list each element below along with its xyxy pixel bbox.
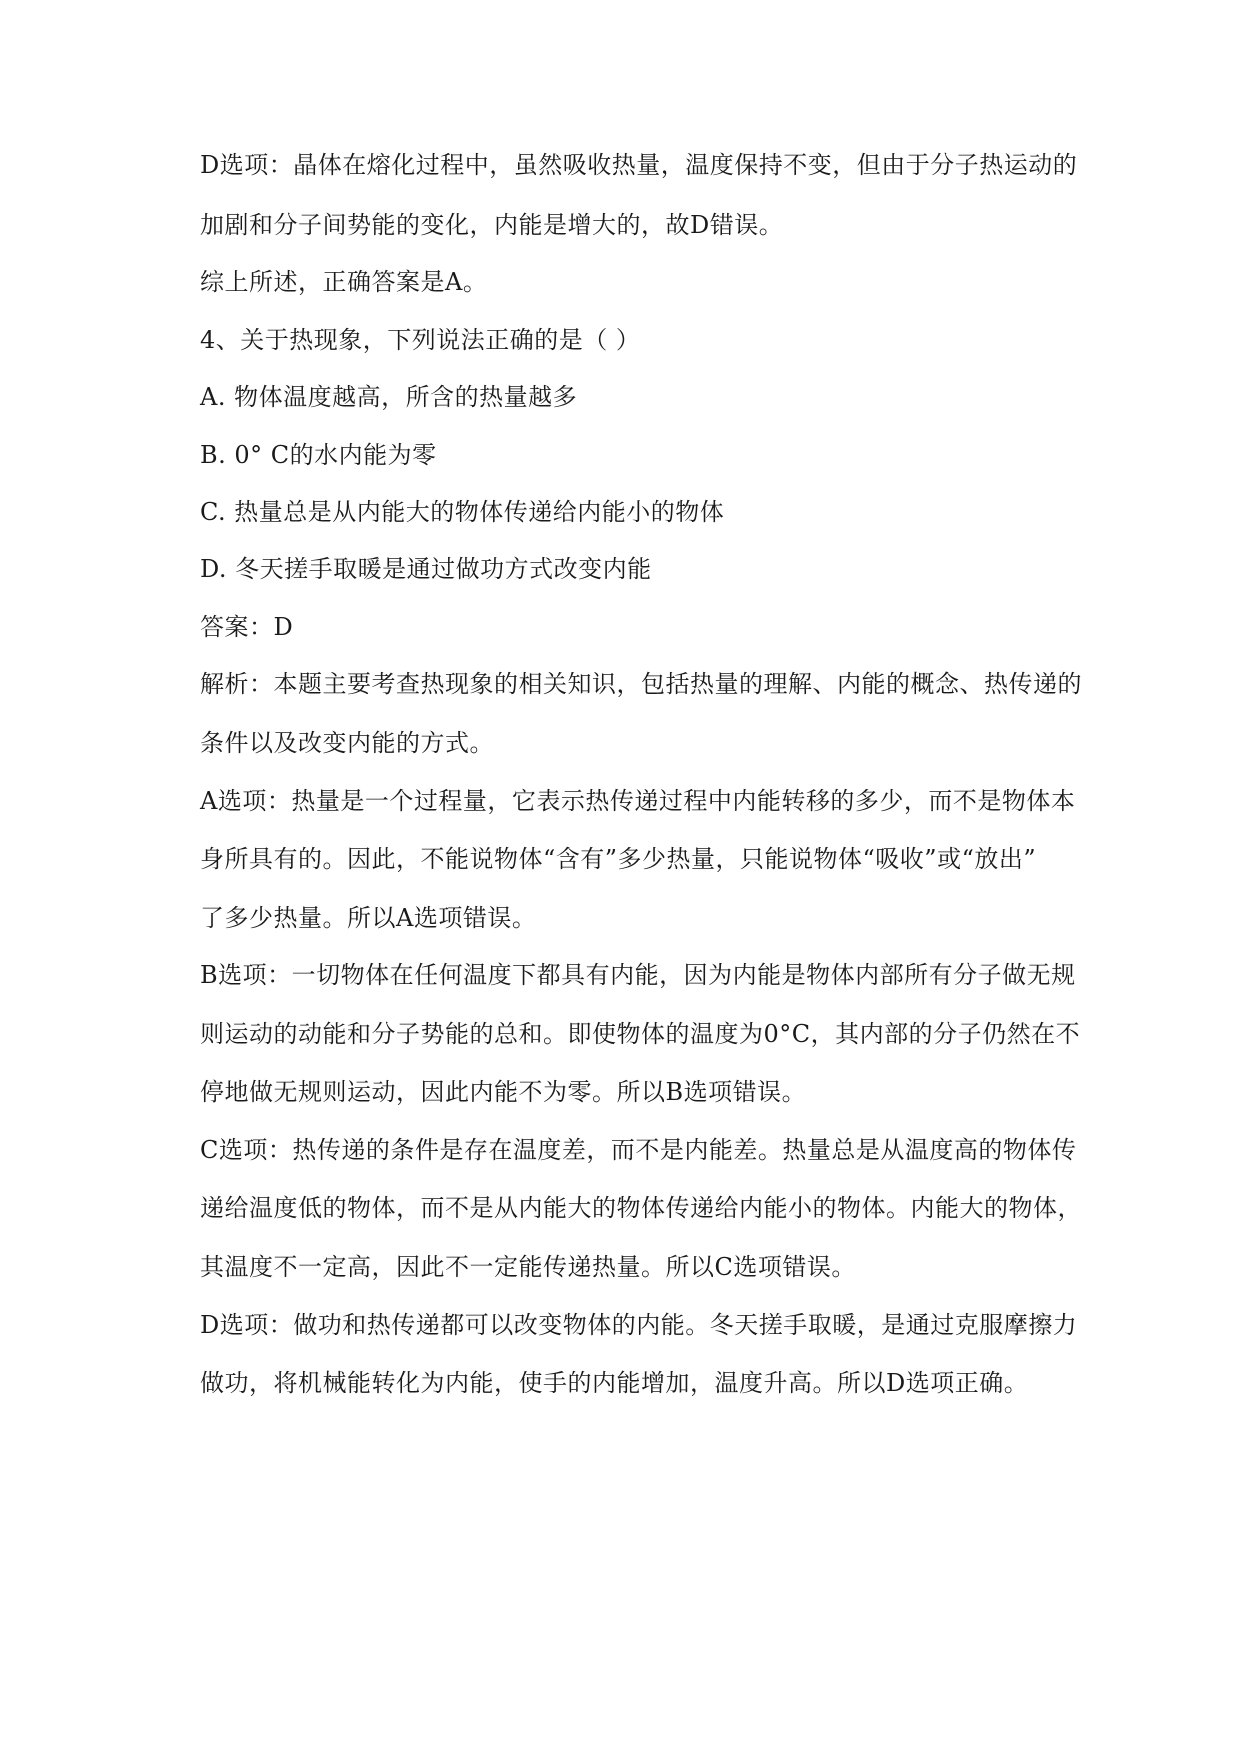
- text-line: 解析：本题主要考查热现象的相关知识，包括热量的理解、内能的概念、热传递的: [200, 670, 1082, 698]
- text-line: 加剧和分子间势能的变化，内能是增大的，故D错误。: [200, 211, 784, 239]
- text-line: 停地做无规则运动，因此内能不为零。所以B选项错误。: [200, 1078, 807, 1106]
- text-line: C选项：热传递的条件是存在温度差，而不是内能差。热量总是从温度高的物体传: [200, 1136, 1077, 1164]
- question-heading: 4、关于热现象，下列说法正确的是（ ）: [200, 326, 641, 354]
- text-line: 做功，将机械能转化为内能，使手的内能增加，温度升高。所以D选项正确。: [200, 1369, 1029, 1397]
- text-line: 其温度不一定高，因此不一定能传递热量。所以C选项错误。: [200, 1253, 856, 1281]
- text-line: A选项：热量是一个过程量，它表示热传递过程中内能转移的多少，而不是物体本: [200, 787, 1076, 815]
- text-line: D选项：晶体在熔化过程中，虽然吸收热量，温度保持不变，但由于分子热运动的: [200, 151, 1078, 179]
- text-line: B选项：一切物体在任何温度下都具有内能，因为内能是物体内部所有分子做无规: [200, 961, 1076, 989]
- option-b: B. 0° C的水内能为零: [200, 441, 437, 469]
- text-line: 综上所述，正确答案是A。: [200, 268, 488, 296]
- text-line: 条件以及改变内能的方式。: [200, 729, 494, 757]
- option-c: C. 热量总是从内能大的物体传递给内能小的物体: [200, 498, 725, 526]
- text-line: D选项：做功和热传递都可以改变物体的内能。冬天搓手取暖，是通过克服摩擦力: [200, 1311, 1078, 1339]
- text-line: 了多少热量。所以A选项错误。: [200, 904, 537, 932]
- text-line: 身所具有的。因此，不能说物体“含有”多少热量，只能说物体“吸收”或“放出”: [200, 845, 1037, 873]
- option-a: A. 物体温度越高，所含的热量越多: [200, 383, 578, 411]
- text-line: 则运动的动能和分子势能的总和。即使物体的温度为0°C，其内部的分子仍然在不: [200, 1020, 1081, 1048]
- answer-line: 答案：D: [200, 613, 294, 641]
- option-d: D. 冬天搓手取暖是通过做功方式改变内能: [200, 555, 652, 583]
- text-line: 递给温度低的物体，而不是从内能大的物体传递给内能小的物体。内能大的物体，: [200, 1194, 1082, 1222]
